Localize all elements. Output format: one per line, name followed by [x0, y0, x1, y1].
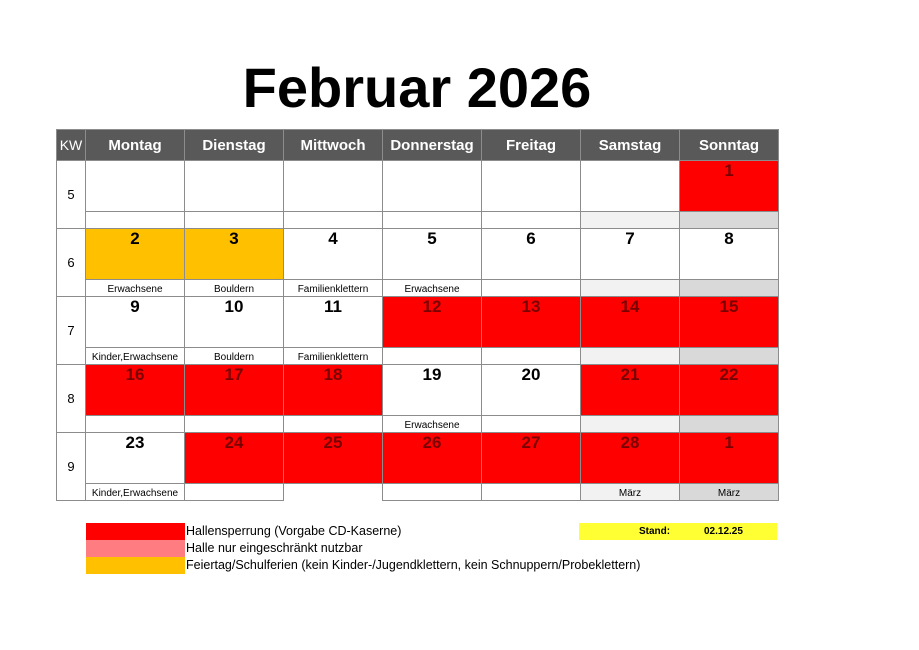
note-cell: [482, 280, 581, 297]
note-cell: [284, 212, 383, 229]
day-header-sonntag: Sonntag: [680, 130, 779, 161]
stand-date: 02.12.25: [704, 526, 743, 537]
note-cell: [680, 280, 779, 297]
day-cell: [284, 161, 383, 212]
note-cell: [581, 280, 680, 297]
day-cell-closed: 15: [680, 297, 779, 348]
day-cell-closed: 16: [86, 365, 185, 416]
day-header-donnerstag: Donnerstag: [383, 130, 482, 161]
day-header-samstag: Samstag: [581, 130, 680, 161]
note-cell: [86, 416, 185, 433]
legend-swatch-closed: [86, 523, 185, 540]
day-cell: [482, 161, 581, 212]
day-cell-closed: 18: [284, 365, 383, 416]
note-cell: Kinder,Erwachsene: [86, 348, 185, 365]
note-cell: [86, 212, 185, 229]
day-cell: 20: [482, 365, 581, 416]
day-header-montag: Montag: [86, 130, 185, 161]
note-cell: Erwachsene: [86, 280, 185, 297]
day-cell: [383, 161, 482, 212]
day-cell: 11: [284, 297, 383, 348]
day-cell: 23: [86, 433, 185, 484]
stand-box: [579, 523, 777, 540]
note-cell: [680, 416, 779, 433]
note-cell: [482, 416, 581, 433]
note-cell: [284, 416, 383, 433]
week-number: 7: [57, 297, 86, 365]
day-cell-closed: 25: [284, 433, 383, 484]
note-cell: [581, 348, 680, 365]
note-cell: Erwachsene: [383, 416, 482, 433]
note-row: [57, 348, 779, 365]
day-cell-closed: 14: [581, 297, 680, 348]
header-row: [57, 130, 779, 161]
page-title: Februar 2026: [242, 56, 592, 119]
note-cell: [482, 212, 581, 229]
note-cell: [185, 484, 284, 501]
day-cell: 8: [680, 229, 779, 280]
day-header-mittwoch: Mittwoch: [284, 130, 383, 161]
day-cell-closed: 21: [581, 365, 680, 416]
day-cell-closed: 22: [680, 365, 779, 416]
note-cell: [383, 212, 482, 229]
week-number: 8: [57, 365, 86, 433]
legend-swatch-holiday: [86, 557, 185, 574]
day-cell: 4: [284, 229, 383, 280]
day-header-freitag: Freitag: [482, 130, 581, 161]
note-cell: Bouldern: [185, 348, 284, 365]
note-cell: [581, 416, 680, 433]
note-cell: [185, 212, 284, 229]
note-cell: Familienklettern: [284, 348, 383, 365]
kw-header: KW: [57, 130, 86, 161]
note-cell: Erwachsene: [383, 280, 482, 297]
week-row: [57, 297, 779, 348]
day-cell-closed: 27: [482, 433, 581, 484]
week-number: 9: [57, 433, 86, 501]
calendar-grid: [56, 129, 779, 501]
day-cell: 19: [383, 365, 482, 416]
day-cell-closed: 17: [185, 365, 284, 416]
note-cell: [680, 212, 779, 229]
week-row: [57, 161, 779, 212]
note-cell: März: [581, 484, 680, 501]
stand-label: Stand:: [639, 526, 671, 537]
note-cell: [185, 416, 284, 433]
legend-swatch-limited: [86, 540, 185, 557]
note-cell: Kinder,Erwachsene: [86, 484, 185, 501]
day-cell-closed: 12: [383, 297, 482, 348]
day-cell-closed: 26: [383, 433, 482, 484]
day-cell: [185, 161, 284, 212]
day-cell: 9: [86, 297, 185, 348]
day-cell-closed: 28: [581, 433, 680, 484]
note-cell: [581, 212, 680, 229]
day-cell: 7: [581, 229, 680, 280]
day-cell: 5: [383, 229, 482, 280]
day-header-dienstag: Dienstag: [185, 130, 284, 161]
note-cell: [680, 348, 779, 365]
note-row: [57, 416, 779, 433]
week-row: [57, 433, 779, 484]
note-cell: [482, 484, 581, 501]
day-cell-closed: 1: [680, 161, 779, 212]
legend-label: Feiertag/Schulferien (kein Kinder-/Jugendklettern, kein Schnuppern/Probeklettern): [186, 558, 641, 572]
day-cell: [581, 161, 680, 212]
week-number: 5: [57, 161, 86, 229]
day-cell-holiday: 2: [86, 229, 185, 280]
week-number: 6: [57, 229, 86, 297]
day-cell: 6: [482, 229, 581, 280]
legend-label: Hallensperrung (Vorgabe CD-Kaserne): [186, 524, 402, 538]
note-cell: Familienklettern: [284, 280, 383, 297]
note-row: [57, 212, 779, 229]
day-cell-closed: 13: [482, 297, 581, 348]
day-cell: 10: [185, 297, 284, 348]
week-row: [57, 229, 779, 280]
note-row: [57, 484, 779, 501]
day-cell-closed: 1: [680, 433, 779, 484]
note-cell: [383, 348, 482, 365]
day-cell: [86, 161, 185, 212]
day-cell-closed: 24: [185, 433, 284, 484]
note-cell: [284, 484, 383, 501]
note-cell: Bouldern: [185, 280, 284, 297]
note-row: [57, 280, 779, 297]
day-cell-holiday: 3: [185, 229, 284, 280]
note-cell: [383, 484, 482, 501]
note-cell: März: [680, 484, 779, 501]
week-row: [57, 365, 779, 416]
legend-label: Halle nur eingeschränkt nutzbar: [186, 541, 363, 555]
note-cell: [482, 348, 581, 365]
